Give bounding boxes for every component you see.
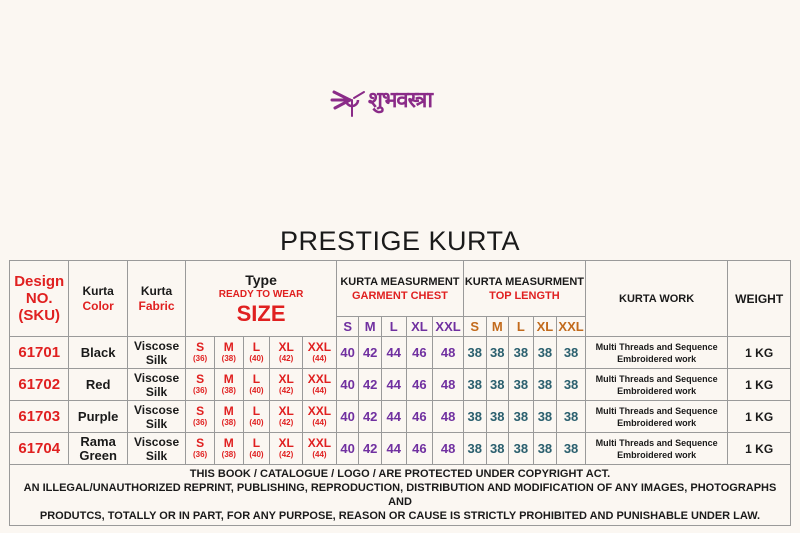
length-size-xl: XL xyxy=(533,317,557,337)
size-number: (42) xyxy=(279,354,294,363)
kurta-fabric-header xyxy=(127,261,185,337)
copyright-line-2: AN ILLEGAL/UNAUTHORIZED REPRINT, PUBLISHING, REPRODUCTION, DISTRIBUTION AND MODIFICATION OF ANY IMAGES, PHOTOGRAPHS AND xyxy=(23,482,777,508)
footer-row xyxy=(10,465,791,526)
color-cell xyxy=(69,433,127,465)
color-label: Color xyxy=(82,298,114,313)
no-label: NO. xyxy=(25,290,53,307)
chest-value: 48 xyxy=(433,369,464,401)
size-cell xyxy=(303,433,337,465)
fabric-cell xyxy=(127,369,185,401)
color-line: Rama xyxy=(80,433,116,449)
fabric-cell xyxy=(127,433,185,465)
size-number: (44) xyxy=(312,386,327,395)
chest-value: 48 xyxy=(433,401,464,433)
work-line: Multi Threads and Sequence xyxy=(595,373,718,384)
length-size-s: S xyxy=(463,317,486,337)
chest-value: 42 xyxy=(359,369,382,401)
size-letter: L xyxy=(252,436,261,450)
length-value: 38 xyxy=(463,369,486,401)
size-letter: XL xyxy=(278,436,294,450)
fabric-cell xyxy=(127,401,185,433)
chest-value: 44 xyxy=(381,433,406,465)
logo-wordmark: शुभवस्त्रा xyxy=(368,88,433,113)
size-cell xyxy=(270,369,303,401)
length-value: 38 xyxy=(557,401,586,433)
size-letter: M xyxy=(223,436,234,450)
size-letter: L xyxy=(252,340,261,354)
size-cell xyxy=(270,337,303,369)
work-cell xyxy=(585,369,727,401)
length-value: 38 xyxy=(463,337,486,369)
color-line: Red xyxy=(85,376,111,392)
length-value: 38 xyxy=(486,337,509,369)
chest-value: 44 xyxy=(381,401,406,433)
length-value: 38 xyxy=(533,337,557,369)
copyright-notice xyxy=(10,465,791,526)
size-letter: XXL xyxy=(307,404,332,418)
brand-logo xyxy=(330,78,475,122)
size-cell xyxy=(243,401,270,433)
size-number: (44) xyxy=(312,450,327,459)
fabric-cell xyxy=(127,337,185,369)
size-number: (38) xyxy=(221,418,236,427)
size-number: (36) xyxy=(192,354,208,363)
length-value: 38 xyxy=(533,433,557,465)
length-header xyxy=(463,261,585,317)
length-value: 38 xyxy=(557,433,586,465)
size-letter: S xyxy=(196,404,205,418)
work-line: Embroidered work xyxy=(617,353,697,364)
fabric-label: Fabric xyxy=(138,298,175,313)
chest-value: 40 xyxy=(336,369,359,401)
size-header xyxy=(186,261,337,337)
color-line: Green xyxy=(79,447,117,463)
size-number: (42) xyxy=(279,418,294,427)
size-cell xyxy=(303,401,337,433)
chest-header xyxy=(336,261,463,317)
size-number: (38) xyxy=(221,386,236,395)
fabric-line: Silk xyxy=(145,416,168,431)
work-line: Embroidered work xyxy=(617,417,697,428)
size-cell xyxy=(303,369,337,401)
size-number: (42) xyxy=(279,386,294,395)
chest-value: 46 xyxy=(406,401,433,433)
size-letter: M xyxy=(223,404,234,418)
sku-label: (SKU) xyxy=(18,307,61,324)
work-line: Multi Threads and Sequence xyxy=(595,405,718,416)
length-value: 38 xyxy=(557,369,586,401)
size-number: (36) xyxy=(192,386,208,395)
size-cell xyxy=(270,401,303,433)
size-letter: XL xyxy=(278,340,294,354)
size-cell xyxy=(303,337,337,369)
size-number: (40) xyxy=(249,450,264,459)
size-number: (40) xyxy=(249,354,264,363)
chest-value: 44 xyxy=(381,337,406,369)
chest-size-m: M xyxy=(359,317,382,337)
length-value: 38 xyxy=(486,369,509,401)
sku-cell: 61704 xyxy=(10,433,69,465)
chest-value: 42 xyxy=(359,401,382,433)
size-number: (36) xyxy=(192,418,208,427)
fabric-line: Silk xyxy=(145,352,168,367)
length-value: 38 xyxy=(463,401,486,433)
size-number: (42) xyxy=(279,450,294,459)
size-letter: S xyxy=(196,436,205,450)
size-letter: XXL xyxy=(307,436,332,450)
length-value: 38 xyxy=(509,369,534,401)
chest-value: 40 xyxy=(336,337,359,369)
fabric-line: Viscose xyxy=(133,370,180,385)
size-cell xyxy=(214,401,243,433)
color-line: Purple xyxy=(77,408,119,424)
sku-cell: 61702 xyxy=(10,369,69,401)
kurta-label: Kurta xyxy=(82,283,114,298)
length-value: 38 xyxy=(509,401,534,433)
size-cell xyxy=(186,433,215,465)
chest-title: KURTA MEASURMENT xyxy=(340,275,460,288)
weight-header: WEIGHT xyxy=(728,261,791,337)
weight-cell: 1 KG xyxy=(728,337,791,369)
size-cell xyxy=(214,369,243,401)
length-size-xxl: XXL xyxy=(557,317,586,337)
size-letter: S xyxy=(196,340,205,354)
work-line: Multi Threads and Sequence xyxy=(595,341,718,352)
chest-subtitle: GARMENT CHEST xyxy=(351,289,448,302)
length-subtitle: TOP LENGTH xyxy=(489,289,560,302)
weight-cell: 1 KG xyxy=(728,433,791,465)
length-title: KURTA MEASURMENT xyxy=(464,275,585,288)
size-number: (40) xyxy=(249,386,264,395)
length-value: 38 xyxy=(486,433,509,465)
table-row xyxy=(10,369,791,401)
weight-cell: 1 KG xyxy=(728,369,791,401)
chest-value: 40 xyxy=(336,401,359,433)
size-label: SIZE xyxy=(236,300,286,326)
chest-size-xl: XL xyxy=(406,317,433,337)
kurta-color-header xyxy=(69,261,127,337)
chest-size-xxl: XXL xyxy=(433,317,464,337)
color-cell xyxy=(69,337,127,369)
size-number: (38) xyxy=(221,450,236,459)
size-cell xyxy=(186,337,215,369)
design-label: Design xyxy=(14,273,65,290)
copyright-line-3: PRODUTCS, TOTALLY OR IN PART, FOR ANY PURPOSE, REASON OR CAUSE IS STRICTLY PROHIBITED AND PUNISHABLE UNDER LAW. xyxy=(39,510,761,522)
chest-size-l: L xyxy=(381,317,406,337)
length-size-m: M xyxy=(486,317,509,337)
table-row xyxy=(10,433,791,465)
chest-value: 40 xyxy=(336,433,359,465)
work-line: Multi Threads and Sequence xyxy=(595,437,718,448)
chest-value: 46 xyxy=(406,337,433,369)
chest-value: 42 xyxy=(359,433,382,465)
size-letter: XL xyxy=(278,372,294,386)
weight-cell: 1 KG xyxy=(728,401,791,433)
length-value: 38 xyxy=(509,337,534,369)
product-table xyxy=(9,260,791,526)
work-cell xyxy=(585,401,727,433)
design-no-header xyxy=(10,261,69,337)
length-value: 38 xyxy=(463,433,486,465)
length-value: 38 xyxy=(557,337,586,369)
chest-value: 48 xyxy=(433,433,464,465)
work-cell xyxy=(585,337,727,369)
color-cell xyxy=(69,401,127,433)
size-cell xyxy=(214,337,243,369)
color-cell xyxy=(69,369,127,401)
work-line: Embroidered work xyxy=(617,385,697,396)
color-line: Black xyxy=(80,344,116,360)
size-cell xyxy=(270,433,303,465)
size-cell xyxy=(243,337,270,369)
chest-value: 48 xyxy=(433,337,464,369)
chest-value: 46 xyxy=(406,369,433,401)
ready-to-wear-label: READY TO WEAR xyxy=(218,288,304,300)
size-cell xyxy=(243,369,270,401)
chest-value: 46 xyxy=(406,433,433,465)
size-number: (44) xyxy=(312,354,327,363)
header-row xyxy=(10,261,791,317)
chest-size-s: S xyxy=(336,317,359,337)
fabric-line: Viscose xyxy=(133,434,180,449)
chest-value: 42 xyxy=(359,337,382,369)
table-row xyxy=(10,337,791,369)
logo-swirl-icon xyxy=(330,78,370,122)
size-letter: S xyxy=(196,372,205,386)
length-value: 38 xyxy=(509,433,534,465)
size-cell xyxy=(214,433,243,465)
work-cell xyxy=(585,433,727,465)
chest-value: 44 xyxy=(381,369,406,401)
fabric-line: Silk xyxy=(145,448,168,463)
type-label: Type xyxy=(245,271,277,288)
size-number: (44) xyxy=(312,418,327,427)
fabric-line: Silk xyxy=(145,384,168,399)
length-size-l: L xyxy=(509,317,534,337)
length-value: 38 xyxy=(533,401,557,433)
size-cell xyxy=(186,369,215,401)
fabric-line: Viscose xyxy=(133,338,180,353)
copyright-line-1: THIS BOOK / CATALOGUE / LOGO / ARE PROTECTED UNDER COPYRIGHT ACT. xyxy=(189,468,611,480)
size-letter: M xyxy=(223,372,234,386)
size-number: (40) xyxy=(249,418,264,427)
kurta-work-header: KURTA WORK xyxy=(585,261,727,337)
length-value: 38 xyxy=(486,401,509,433)
size-letter: M xyxy=(223,340,234,354)
sku-cell: 61703 xyxy=(10,401,69,433)
work-line: Embroidered work xyxy=(617,449,697,460)
size-letter: L xyxy=(252,372,261,386)
size-cell xyxy=(186,401,215,433)
size-letter: L xyxy=(252,404,261,418)
fabric-line: Viscose xyxy=(133,402,180,417)
page-title: PRESTIGE KURTA xyxy=(279,226,521,256)
size-letter: XXL xyxy=(307,372,332,386)
size-number: (38) xyxy=(221,354,236,363)
size-letter: XXL xyxy=(307,340,332,354)
size-cell xyxy=(243,433,270,465)
length-value: 38 xyxy=(533,369,557,401)
table-row xyxy=(10,401,791,433)
sku-cell: 61701 xyxy=(10,337,69,369)
kurta-label: Kurta xyxy=(140,283,173,298)
size-letter: XL xyxy=(278,404,294,418)
size-number: (36) xyxy=(192,450,208,459)
